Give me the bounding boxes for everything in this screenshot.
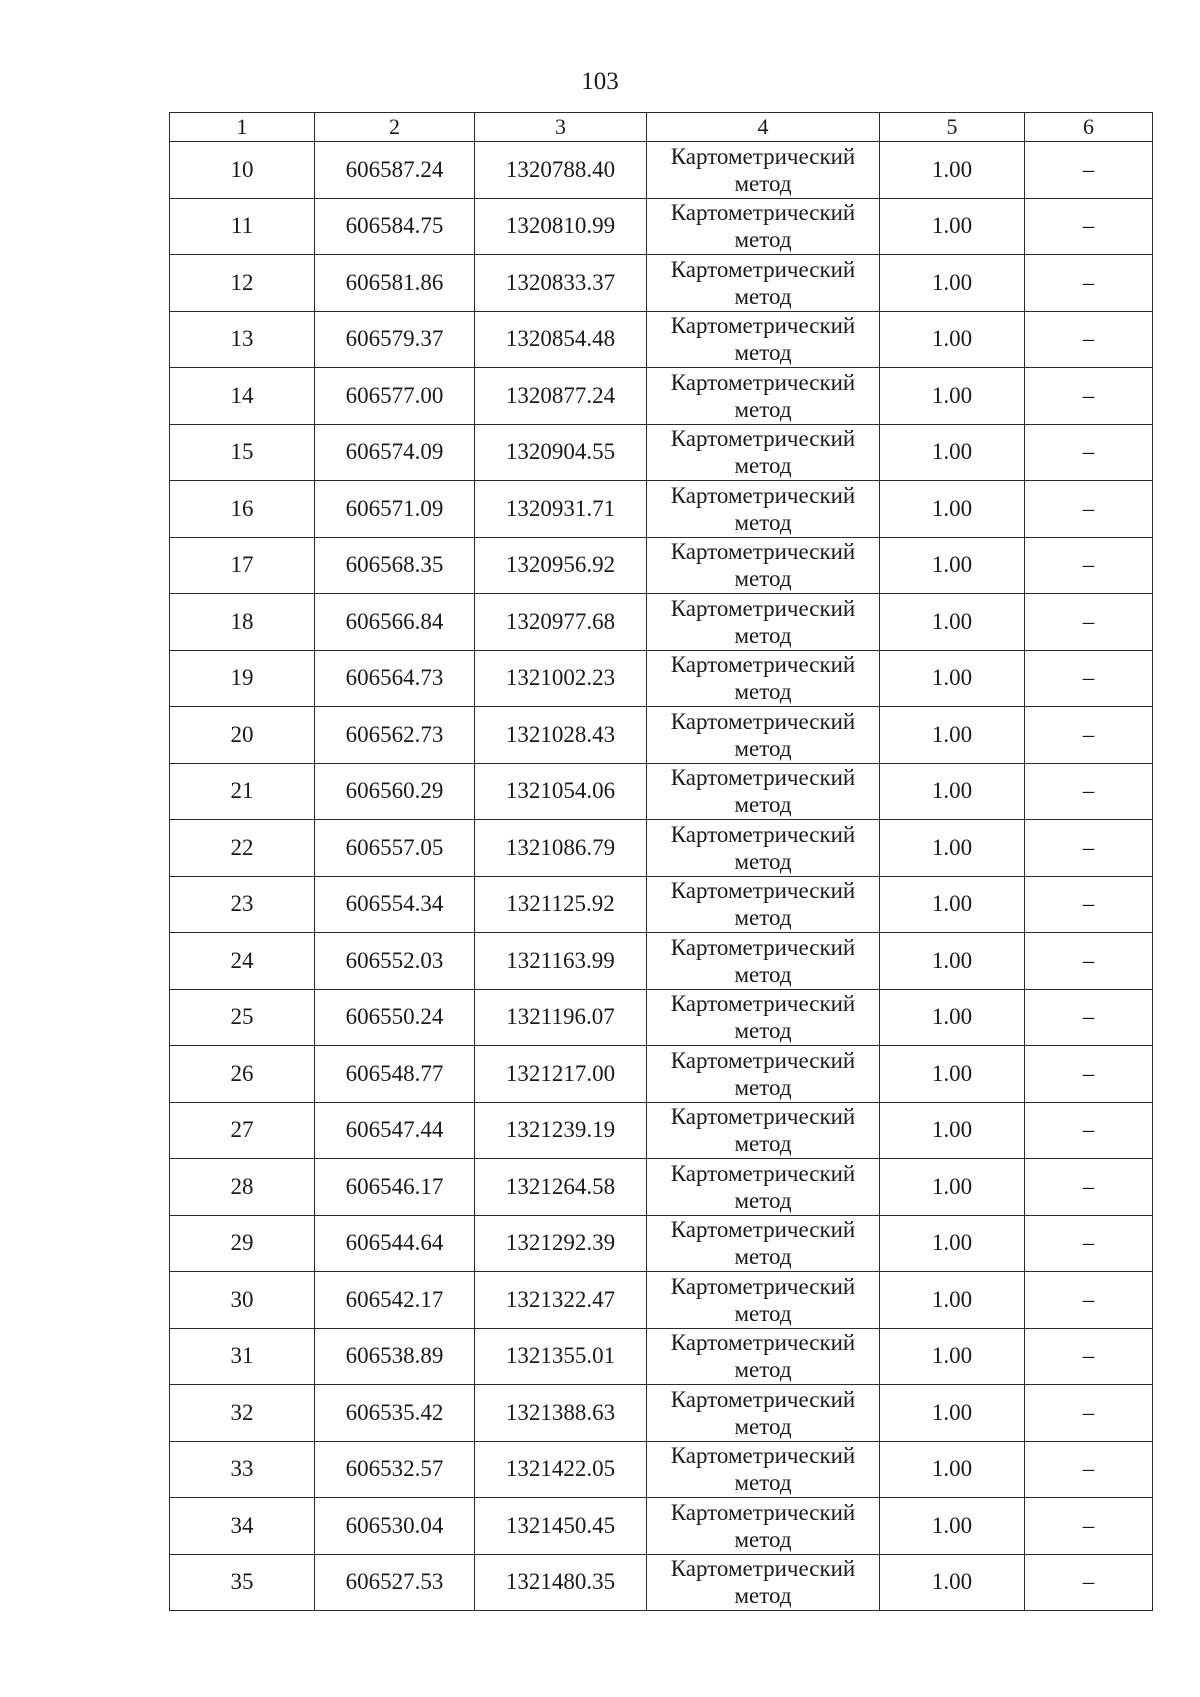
x-coordinate-cell: 606571.09 bbox=[315, 481, 475, 538]
note-cell: – bbox=[1025, 1554, 1153, 1611]
method-line: Картометрический bbox=[670, 1160, 856, 1186]
header-cell: 6 bbox=[1025, 113, 1153, 142]
note-cell: – bbox=[1025, 933, 1153, 990]
method-cell bbox=[647, 1159, 880, 1216]
point-number-cell: 19 bbox=[170, 650, 315, 707]
method-line: Картометрический bbox=[670, 200, 856, 226]
table-row bbox=[170, 1441, 1153, 1498]
accuracy-cell: 1.00 bbox=[880, 1328, 1025, 1385]
method-cell bbox=[647, 1328, 880, 1385]
y-coordinate-cell: 1320810.99 bbox=[475, 198, 647, 255]
y-coordinate-cell: 1321217.00 bbox=[475, 1046, 647, 1103]
point-number-cell: 14 bbox=[170, 368, 315, 425]
point-number-cell: 16 bbox=[170, 481, 315, 538]
y-coordinate-cell: 1320904.55 bbox=[475, 424, 647, 481]
header-cell: 2 bbox=[315, 113, 475, 142]
note-cell: – bbox=[1025, 311, 1153, 368]
table-row bbox=[170, 255, 1153, 312]
y-coordinate-cell: 1321355.01 bbox=[475, 1328, 647, 1385]
method-line: метод bbox=[734, 1413, 792, 1439]
note-cell: – bbox=[1025, 1215, 1153, 1272]
point-number-cell: 31 bbox=[170, 1328, 315, 1385]
point-number-cell: 30 bbox=[170, 1272, 315, 1329]
note-cell: – bbox=[1025, 763, 1153, 820]
table-row bbox=[170, 933, 1153, 990]
point-number-cell: 17 bbox=[170, 537, 315, 594]
method-line: Картометрический bbox=[670, 821, 856, 847]
accuracy-cell: 1.00 bbox=[880, 368, 1025, 425]
table-row bbox=[170, 142, 1153, 199]
accuracy-cell: 1.00 bbox=[880, 1554, 1025, 1611]
method-line: Картометрический bbox=[670, 369, 856, 395]
x-coordinate-cell: 606550.24 bbox=[315, 989, 475, 1046]
accuracy-cell: 1.00 bbox=[880, 707, 1025, 764]
method-cell bbox=[647, 594, 880, 651]
method-cell bbox=[647, 481, 880, 538]
method-line: Картометрический bbox=[670, 765, 856, 791]
note-cell: – bbox=[1025, 1441, 1153, 1498]
method-cell bbox=[647, 1215, 880, 1272]
point-number-cell: 27 bbox=[170, 1102, 315, 1159]
table-row bbox=[170, 1046, 1153, 1103]
method-line: Картометрический bbox=[670, 313, 856, 339]
method-line: метод bbox=[734, 1018, 792, 1044]
accuracy-cell: 1.00 bbox=[880, 1046, 1025, 1103]
table-row bbox=[170, 481, 1153, 538]
x-coordinate-cell: 606552.03 bbox=[315, 933, 475, 990]
note-cell: – bbox=[1025, 594, 1153, 651]
method-line: метод bbox=[734, 1131, 792, 1157]
note-cell: – bbox=[1025, 820, 1153, 877]
point-number-cell: 20 bbox=[170, 707, 315, 764]
table-row bbox=[170, 1498, 1153, 1555]
point-number-cell: 13 bbox=[170, 311, 315, 368]
note-cell: – bbox=[1025, 1102, 1153, 1159]
table-row bbox=[170, 311, 1153, 368]
y-coordinate-cell: 1321239.19 bbox=[475, 1102, 647, 1159]
y-coordinate-cell: 1321002.23 bbox=[475, 650, 647, 707]
table-row bbox=[170, 368, 1153, 425]
method-cell bbox=[647, 255, 880, 312]
x-coordinate-cell: 606581.86 bbox=[315, 255, 475, 312]
accuracy-cell: 1.00 bbox=[880, 311, 1025, 368]
coordinates-table bbox=[169, 112, 1153, 1611]
y-coordinate-cell: 1321388.63 bbox=[475, 1385, 647, 1442]
x-coordinate-cell: 606535.42 bbox=[315, 1385, 475, 1442]
point-number-cell: 25 bbox=[170, 989, 315, 1046]
accuracy-cell: 1.00 bbox=[880, 1215, 1025, 1272]
method-line: Картометрический bbox=[670, 539, 856, 565]
point-number-cell: 23 bbox=[170, 876, 315, 933]
y-coordinate-cell: 1320854.48 bbox=[475, 311, 647, 368]
accuracy-cell: 1.00 bbox=[880, 933, 1025, 990]
table-row bbox=[170, 1102, 1153, 1159]
method-line: метод bbox=[734, 396, 792, 422]
point-number-cell: 18 bbox=[170, 594, 315, 651]
table-body bbox=[170, 113, 1153, 1611]
method-line: метод bbox=[734, 735, 792, 761]
method-cell bbox=[647, 1102, 880, 1159]
x-coordinate-cell: 606547.44 bbox=[315, 1102, 475, 1159]
x-coordinate-cell: 606530.04 bbox=[315, 1498, 475, 1555]
point-number-cell: 11 bbox=[170, 198, 315, 255]
method-cell bbox=[647, 707, 880, 764]
header-cell: 5 bbox=[880, 113, 1025, 142]
point-number-cell: 35 bbox=[170, 1554, 315, 1611]
accuracy-cell: 1.00 bbox=[880, 989, 1025, 1046]
method-line: метод bbox=[734, 170, 792, 196]
method-cell bbox=[647, 763, 880, 820]
accuracy-cell: 1.00 bbox=[880, 1272, 1025, 1329]
method-line: Картометрический bbox=[670, 1273, 856, 1299]
method-line: метод bbox=[734, 679, 792, 705]
method-line: Картометрический bbox=[670, 595, 856, 621]
table-row bbox=[170, 1215, 1153, 1272]
method-cell bbox=[647, 820, 880, 877]
accuracy-cell: 1.00 bbox=[880, 481, 1025, 538]
y-coordinate-cell: 1321163.99 bbox=[475, 933, 647, 990]
method-line: Картометрический bbox=[670, 1556, 856, 1582]
note-cell: – bbox=[1025, 876, 1153, 933]
method-line: Картометрический bbox=[670, 934, 856, 960]
accuracy-cell: 1.00 bbox=[880, 1385, 1025, 1442]
x-coordinate-cell: 606544.64 bbox=[315, 1215, 475, 1272]
method-cell bbox=[647, 368, 880, 425]
x-coordinate-cell: 606584.75 bbox=[315, 198, 475, 255]
point-number-cell: 33 bbox=[170, 1441, 315, 1498]
note-cell: – bbox=[1025, 650, 1153, 707]
method-line: Картометрический bbox=[670, 991, 856, 1017]
y-coordinate-cell: 1320877.24 bbox=[475, 368, 647, 425]
point-number-cell: 29 bbox=[170, 1215, 315, 1272]
method-line: метод bbox=[734, 340, 792, 366]
x-coordinate-cell: 606577.00 bbox=[315, 368, 475, 425]
method-line: метод bbox=[734, 509, 792, 535]
accuracy-cell: 1.00 bbox=[880, 1159, 1025, 1216]
accuracy-cell: 1.00 bbox=[880, 1102, 1025, 1159]
note-cell: – bbox=[1025, 537, 1153, 594]
note-cell: – bbox=[1025, 1272, 1153, 1329]
method-cell bbox=[647, 311, 880, 368]
method-line: метод bbox=[734, 566, 792, 592]
note-cell: – bbox=[1025, 707, 1153, 764]
table-row bbox=[170, 198, 1153, 255]
accuracy-cell: 1.00 bbox=[880, 1441, 1025, 1498]
method-cell bbox=[647, 650, 880, 707]
y-coordinate-cell: 1320931.71 bbox=[475, 481, 647, 538]
method-cell bbox=[647, 424, 880, 481]
method-line: метод bbox=[734, 283, 792, 309]
method-line: метод bbox=[734, 905, 792, 931]
point-number-cell: 22 bbox=[170, 820, 315, 877]
x-coordinate-cell: 606560.29 bbox=[315, 763, 475, 820]
note-cell: – bbox=[1025, 481, 1153, 538]
point-number-cell: 10 bbox=[170, 142, 315, 199]
x-coordinate-cell: 606564.73 bbox=[315, 650, 475, 707]
y-coordinate-cell: 1321480.35 bbox=[475, 1554, 647, 1611]
x-coordinate-cell: 606542.17 bbox=[315, 1272, 475, 1329]
x-coordinate-cell: 606566.84 bbox=[315, 594, 475, 651]
method-line: Картометрический bbox=[670, 1386, 856, 1412]
method-line: Картометрический bbox=[670, 1217, 856, 1243]
method-line: Картометрический bbox=[670, 1443, 856, 1469]
page-number: 103 bbox=[581, 68, 619, 95]
x-coordinate-cell: 606548.77 bbox=[315, 1046, 475, 1103]
x-coordinate-cell: 606574.09 bbox=[315, 424, 475, 481]
table-row bbox=[170, 1385, 1153, 1442]
method-line: Картометрический bbox=[670, 708, 856, 734]
method-line: Картометрический bbox=[670, 1104, 856, 1130]
note-cell: – bbox=[1025, 198, 1153, 255]
note-cell: – bbox=[1025, 1046, 1153, 1103]
header-cell: 1 bbox=[170, 113, 315, 142]
x-coordinate-cell: 606557.05 bbox=[315, 820, 475, 877]
note-cell: – bbox=[1025, 1328, 1153, 1385]
header-row bbox=[170, 113, 1153, 142]
method-cell bbox=[647, 1498, 880, 1555]
x-coordinate-cell: 606546.17 bbox=[315, 1159, 475, 1216]
table-row bbox=[170, 1554, 1153, 1611]
method-cell bbox=[647, 142, 880, 199]
accuracy-cell: 1.00 bbox=[880, 594, 1025, 651]
accuracy-cell: 1.00 bbox=[880, 424, 1025, 481]
y-coordinate-cell: 1321125.92 bbox=[475, 876, 647, 933]
table-row bbox=[170, 537, 1153, 594]
method-cell bbox=[647, 989, 880, 1046]
method-cell bbox=[647, 933, 880, 990]
note-cell: – bbox=[1025, 255, 1153, 312]
method-cell bbox=[647, 198, 880, 255]
y-coordinate-cell: 1321196.07 bbox=[475, 989, 647, 1046]
method-line: метод bbox=[734, 961, 792, 987]
method-line: Картометрический bbox=[670, 143, 856, 169]
accuracy-cell: 1.00 bbox=[880, 820, 1025, 877]
x-coordinate-cell: 606527.53 bbox=[315, 1554, 475, 1611]
method-cell bbox=[647, 876, 880, 933]
method-cell bbox=[647, 1554, 880, 1611]
method-cell bbox=[647, 1385, 880, 1442]
point-number-cell: 21 bbox=[170, 763, 315, 820]
method-line: Картометрический bbox=[670, 426, 856, 452]
point-number-cell: 24 bbox=[170, 933, 315, 990]
accuracy-cell: 1.00 bbox=[880, 876, 1025, 933]
table-row bbox=[170, 989, 1153, 1046]
accuracy-cell: 1.00 bbox=[880, 255, 1025, 312]
method-line: метод bbox=[734, 1470, 792, 1496]
y-coordinate-cell: 1320788.40 bbox=[475, 142, 647, 199]
method-line: Картометрический bbox=[670, 652, 856, 678]
x-coordinate-cell: 606554.34 bbox=[315, 876, 475, 933]
y-coordinate-cell: 1321450.45 bbox=[475, 1498, 647, 1555]
x-coordinate-cell: 606532.57 bbox=[315, 1441, 475, 1498]
y-coordinate-cell: 1321422.05 bbox=[475, 1441, 647, 1498]
accuracy-cell: 1.00 bbox=[880, 142, 1025, 199]
y-coordinate-cell: 1321028.43 bbox=[475, 707, 647, 764]
y-coordinate-cell: 1321054.06 bbox=[475, 763, 647, 820]
y-coordinate-cell: 1321322.47 bbox=[475, 1272, 647, 1329]
header-cell: 3 bbox=[475, 113, 647, 142]
note-cell: – bbox=[1025, 142, 1153, 199]
table-row bbox=[170, 594, 1153, 651]
method-line: Картометрический bbox=[670, 1330, 856, 1356]
method-line: метод bbox=[734, 227, 792, 253]
table-row bbox=[170, 707, 1153, 764]
table-row bbox=[170, 1328, 1153, 1385]
method-line: метод bbox=[734, 1074, 792, 1100]
method-cell bbox=[647, 1272, 880, 1329]
method-line: метод bbox=[734, 792, 792, 818]
method-line: Картометрический bbox=[670, 482, 856, 508]
y-coordinate-cell: 1320956.92 bbox=[475, 537, 647, 594]
x-coordinate-cell: 606538.89 bbox=[315, 1328, 475, 1385]
method-line: Картометрический bbox=[670, 878, 856, 904]
y-coordinate-cell: 1320977.68 bbox=[475, 594, 647, 651]
x-coordinate-cell: 606562.73 bbox=[315, 707, 475, 764]
point-number-cell: 34 bbox=[170, 1498, 315, 1555]
method-line: метод bbox=[734, 1187, 792, 1213]
method-line: метод bbox=[734, 1300, 792, 1326]
y-coordinate-cell: 1321292.39 bbox=[475, 1215, 647, 1272]
method-line: Картометрический bbox=[670, 1499, 856, 1525]
method-line: метод bbox=[734, 1526, 792, 1552]
method-line: метод bbox=[734, 848, 792, 874]
table-row bbox=[170, 876, 1153, 933]
note-cell: – bbox=[1025, 1385, 1153, 1442]
note-cell: – bbox=[1025, 989, 1153, 1046]
accuracy-cell: 1.00 bbox=[880, 1498, 1025, 1555]
note-cell: – bbox=[1025, 1498, 1153, 1555]
header-cell: 4 bbox=[647, 113, 880, 142]
table-row bbox=[170, 1159, 1153, 1216]
method-line: метод bbox=[734, 453, 792, 479]
method-cell bbox=[647, 537, 880, 594]
accuracy-cell: 1.00 bbox=[880, 650, 1025, 707]
note-cell: – bbox=[1025, 1159, 1153, 1216]
table-row bbox=[170, 820, 1153, 877]
y-coordinate-cell: 1321086.79 bbox=[475, 820, 647, 877]
point-number-cell: 12 bbox=[170, 255, 315, 312]
method-line: метод bbox=[734, 622, 792, 648]
note-cell: – bbox=[1025, 368, 1153, 425]
x-coordinate-cell: 606579.37 bbox=[315, 311, 475, 368]
point-number-cell: 26 bbox=[170, 1046, 315, 1103]
y-coordinate-cell: 1320833.37 bbox=[475, 255, 647, 312]
point-number-cell: 15 bbox=[170, 424, 315, 481]
method-cell bbox=[647, 1046, 880, 1103]
accuracy-cell: 1.00 bbox=[880, 198, 1025, 255]
method-line: метод bbox=[734, 1583, 792, 1609]
x-coordinate-cell: 606587.24 bbox=[315, 142, 475, 199]
method-cell bbox=[647, 1441, 880, 1498]
table-row bbox=[170, 763, 1153, 820]
y-coordinate-cell: 1321264.58 bbox=[475, 1159, 647, 1216]
accuracy-cell: 1.00 bbox=[880, 537, 1025, 594]
method-line: Картометрический bbox=[670, 256, 856, 282]
point-number-cell: 28 bbox=[170, 1159, 315, 1216]
table-row bbox=[170, 424, 1153, 481]
note-cell: – bbox=[1025, 424, 1153, 481]
method-line: метод bbox=[734, 1357, 792, 1383]
point-number-cell: 32 bbox=[170, 1385, 315, 1442]
method-line: Картометрический bbox=[670, 1047, 856, 1073]
x-coordinate-cell: 606568.35 bbox=[315, 537, 475, 594]
accuracy-cell: 1.00 bbox=[880, 763, 1025, 820]
table-row bbox=[170, 650, 1153, 707]
table-row bbox=[170, 1272, 1153, 1329]
method-line: метод bbox=[734, 1244, 792, 1270]
